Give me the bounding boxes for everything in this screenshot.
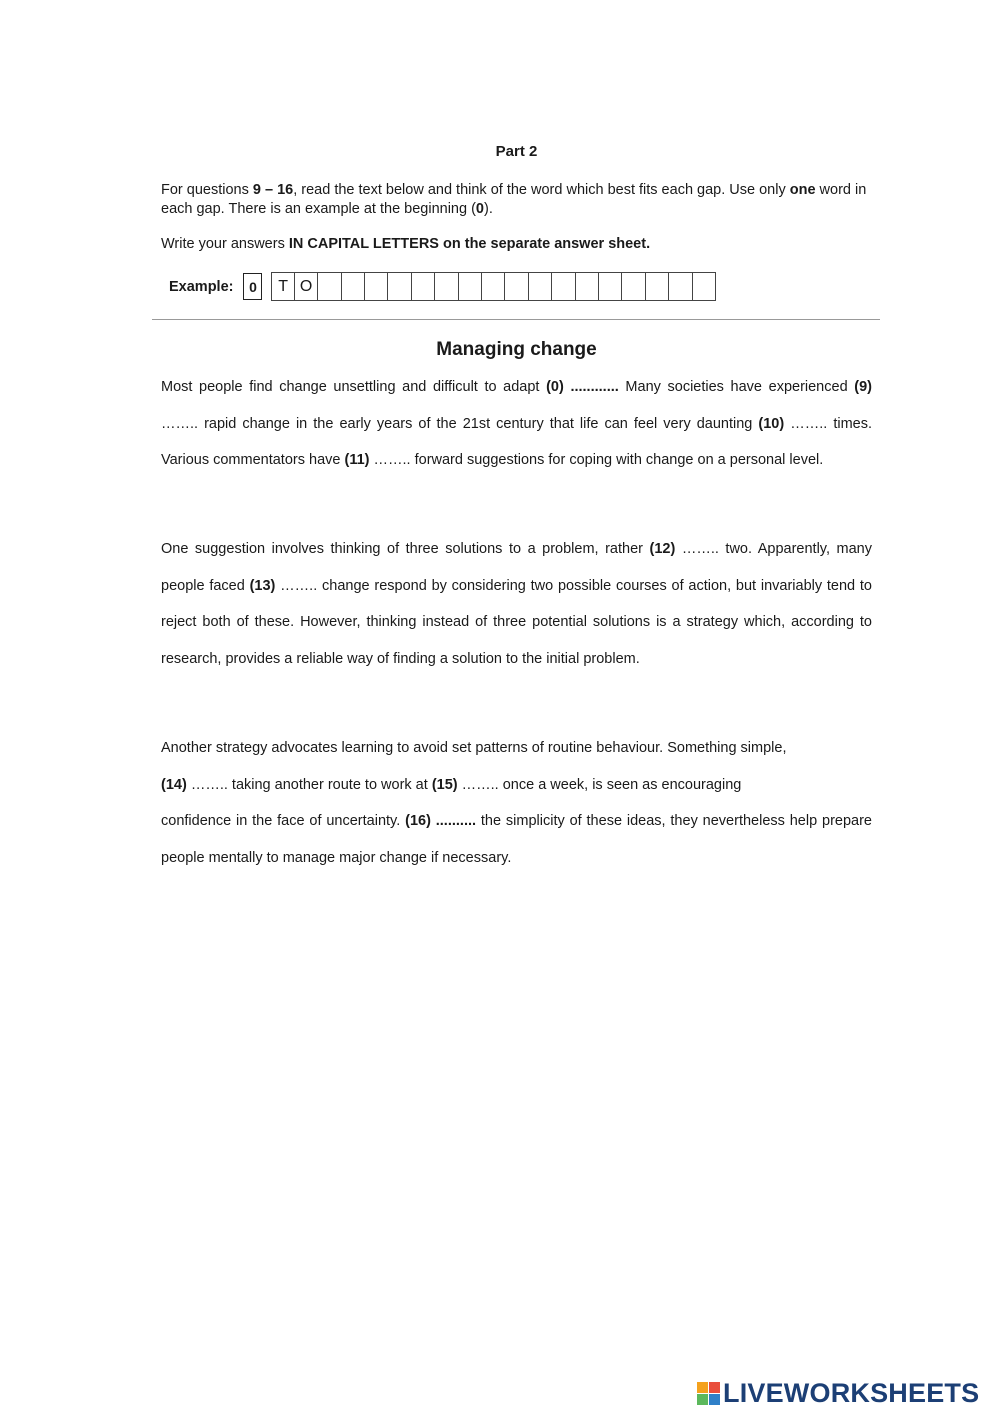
example-row [169,272,716,301]
instr-range: 9 – 16 [252,182,294,198]
gap-number: (0) ............ [546,379,619,395]
answer-cell [412,272,435,301]
answer-cell [459,272,482,301]
answer-cell [693,272,716,301]
text-run: …….. rapid change in the early years of the 21st century that life can feel very daunting [161,415,759,432]
answer-cell: O [295,272,318,301]
example-number-box: 0 [243,273,262,300]
logo-square [709,1394,720,1405]
text-run: …….. times. Various commentators have [161,415,872,468]
gap-number: (16) .......... [405,813,477,829]
answer-cell [646,272,669,301]
divider [152,319,880,320]
text-run: …….. once a week, is seen as encouraging [457,776,742,793]
instr-text: Write your answers [161,236,289,252]
text-run: Many societies have experienced [618,379,855,395]
instr-text: word in each gap. There is an example at the beginning ( [161,182,867,217]
text-run: confidence in the face of uncertainty. [161,813,406,829]
answer-cell [622,272,645,301]
logo-mark-icon [697,1382,720,1405]
paragraph-2 [161,531,872,677]
answer-cell [669,272,692,301]
logo-square [697,1394,708,1405]
instr-capital: IN CAPITAL LETTERS on the separate answer sheet. [288,236,651,252]
answer-cell [388,272,411,301]
paragraph-3 [161,730,872,876]
instructions-line-2 [161,235,873,254]
gap-number: (10) [758,415,785,432]
liveworksheets-logo [697,1378,979,1409]
text-run: …….. two. Apparently, many people faced [161,541,872,594]
instr-text: ). [484,201,493,217]
logo-text: LIVEWORKSHEETS [723,1378,980,1408]
answer-cell: T [271,272,294,301]
answer-cell [435,272,458,301]
answer-cell [365,272,388,301]
text-run: …….. taking another route to work at [186,776,432,793]
answer-cell [576,272,599,301]
paragraph-1 [161,369,872,479]
answer-cell [482,272,505,301]
instr-zero: 0 [475,201,484,217]
p3-line-2 [161,777,741,793]
text-run: the simplicity of these ideas, they nevertheless help prepare people mentally to manage major change if necessary. [161,813,872,866]
text-run: One suggestion involves thinking of three solutions to a problem, rather [161,541,650,557]
answer-cell [599,272,622,301]
gap-number: (13) [249,577,276,594]
text-run: …….. change respond by considering two possible courses of action, but invariably tend to reject both of these. However, thinking instead of three potential solutions is a strategy which, according to research, provides a reliable way of finding a solution to the initial problem. [161,577,872,667]
part-title: Part 2 [495,143,538,160]
instr-text: , read the text below and think of the word which best fits each gap. Use only [293,182,790,198]
logo-square [709,1382,720,1393]
logo-square [697,1382,708,1393]
instr-one: one [789,182,816,198]
answer-cell [318,272,341,301]
gap-number: (12) [649,541,676,557]
example-label: Example: [169,278,234,295]
text-run: …….. forward suggestions for coping with change on a personal level. [369,452,824,468]
answer-cell [342,272,365,301]
gap-number: (14) [161,776,187,793]
text-title: Managing change [436,339,597,360]
gap-number: (15) [431,776,458,793]
instructions-line-1 [161,181,873,219]
p3-rest [161,813,872,866]
example-answer-cells [271,272,715,301]
p3-line-1: Another strategy advocates learning to avoid set patterns of routine behaviour. Something simple, [161,740,787,756]
answer-cell [552,272,575,301]
instr-text: For questions [161,182,253,198]
answer-cell [529,272,552,301]
gap-number: (11) [344,452,370,468]
answer-cell [505,272,528,301]
gap-number: (9) [854,379,872,395]
text-run: Most people find change unsettling and difficult to adapt [161,379,547,395]
